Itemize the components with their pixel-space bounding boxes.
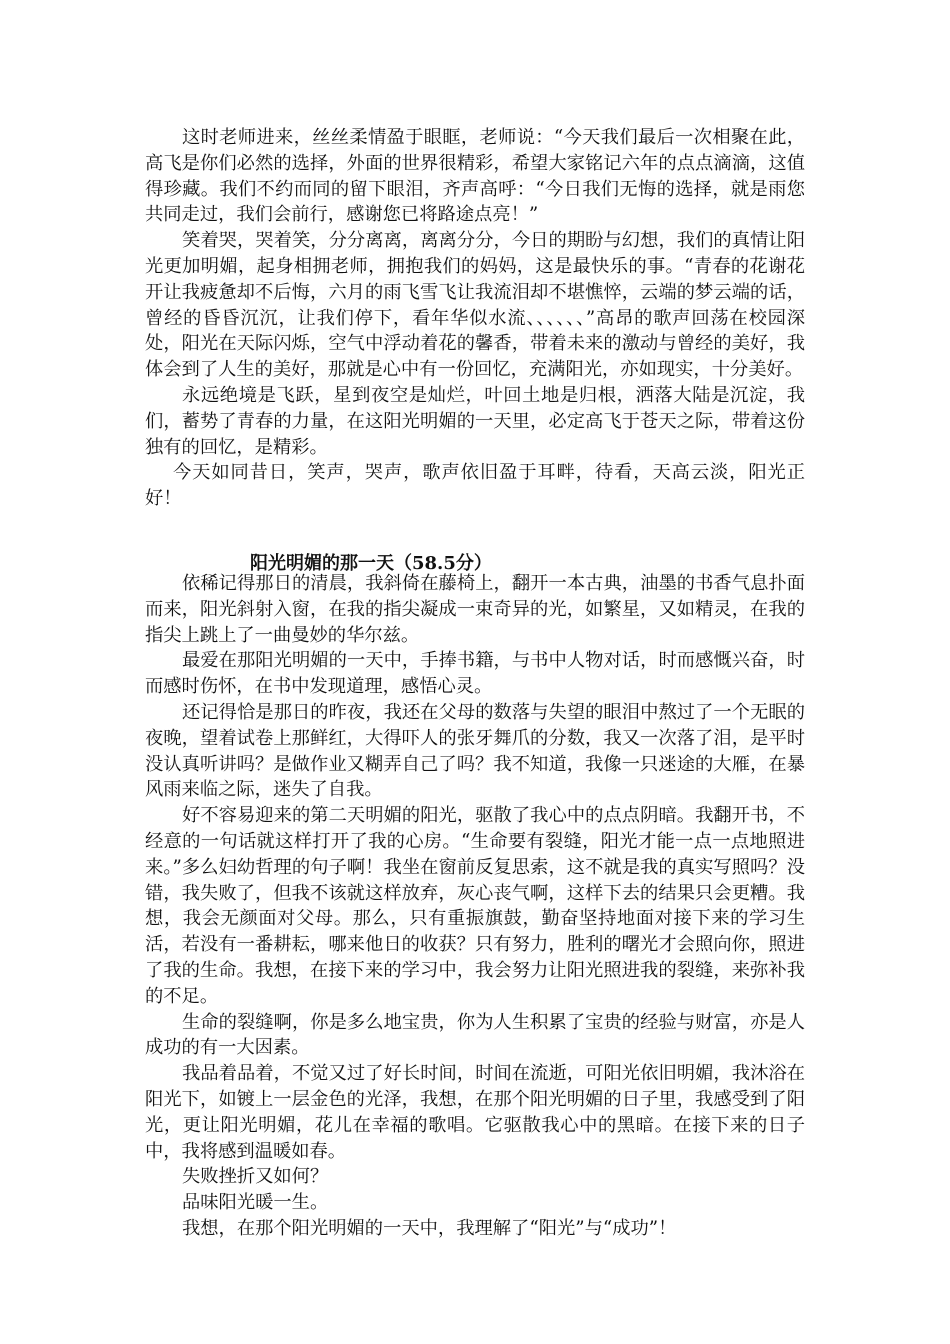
- essay-two-title: 阳光明媚的那一天（58.5分）: [250, 553, 492, 574]
- paragraph: 今天如同昔日，笑声，哭声，歌声依旧盈于耳畔，待看，天高云淡，阳光正好！: [145, 462, 805, 510]
- paragraph: 我品着品着，不觉又过了好长时间，时间在流逝，可阳光依旧明媚，我沐浴在阳光下，如镀上一层金色的光泽，我想，在那个阳光明媚的日子里，我感受到了阳光，更让阳光明媚，花儿在幸福的歌唱。它驱散我心中的黑暗。在接下来的日子中，我将感到温暖如春。: [145, 1063, 805, 1162]
- essay-one-body: [145, 125, 805, 512]
- paragraph: 我想，在那个阳光明媚的一天中，我理解了“阳光”与“成功”！: [182, 1217, 677, 1239]
- paragraph: 笑着哭，哭着笑，分分离离，离离分分，今日的期盼与幻想，我们的真情让阳光更加明媚，起身相拥老师，拥抱我们的妈妈，这是最快乐的事。“青春的花谢花开让我疲惫却不后悔，六月的雨飞雪飞让我流泪却不堪憔悴，云端的梦云端的话，曾经的昏昏沉沉，让我们停下，看年华似水流、、、、、、”高昂的歌声回荡在校园深处，阳光在天际闪烁，空气中浮动着花的馨香，带着未来的激动与曾经的美好，我体会到了人生的美好，那就是心中有一份回忆，充满阳光，亦如现实，十分美好。: [145, 230, 805, 381]
- paragraph: 最爱在那阳光明媚的一天中，手捧书籍，与书中人物对话，时而感慨兴奋，时而感时伤怀，在书中发现道理，感悟心灵。: [145, 650, 805, 698]
- paragraph: 生命的裂缝啊，你是多么地宝贵，你为人生积累了宝贵的经验与财富，亦是人成功的有一大因素。: [145, 1011, 805, 1059]
- paragraph: 好不容易迎来的第二天明媚的阳光，驱散了我心中的点点阴暗。我翻开书，不经意的一句话就这样打开了我的心房。“生命要有裂缝，阳光才能一点一点地照进来。”多么妇幼哲理的句子啊！我坐在窗前反复思索，这不就是我的真实写照吗？没错，我失败了，但我不该就这样放弃，灰心丧气啊，这样下去的结果只会更糟。我想，我会无颜面对父母。那么，只有重振旗鼓，勤奋坚持地面对接下来的学习生活，若没有一番耕耘，哪来他日的收获？只有努力，胜利的曙光才会照向你，照进了我的生命。我想，在接下来的学习中，我会努力让阳光照进我的裂缝，来弥补我的不足。: [145, 805, 805, 1007]
- paragraph: 还记得恰是那日的昨夜，我还在父母的数落与失望的眼泪中熬过了一个无眠的夜晚，望着试卷上那鲜红，大得吓人的张牙舞爪的分数，我又一次落了泪，是平时没认真听讲吗？是做作业又糊弄自己了吗？我不知道，我像一只迷途的大雁，在暴风雨来临之际，迷失了自我。: [145, 701, 805, 801]
- essay-two-body: [145, 571, 805, 1242]
- paragraph: 依稀记得那日的清晨，我斜倚在藤椅上，翻开一本古典，油墨的书香气息扑面而来，阳光斜射入窗，在我的指尖凝成一束奇异的光，如繁星，又如精灵，在我的指尖上跳上了一曲曼妙的华尔兹。: [145, 573, 805, 646]
- paragraph: 失败挫折又如何？: [182, 1166, 329, 1188]
- paragraph: 永远绝境是飞跃，星到夜空是灿烂，叶回土地是归根，洒落大陆是沉淀，我们，蓄势了青春的力量，在这阳光明媚的一天里，必定高飞于苍天之际，带着这份独有的回忆，是精彩。: [145, 384, 805, 458]
- paragraph: 这时老师进来，丝丝柔情盈于眼眶，老师说：“今天我们最后一次相聚在此，高飞是你们必然的选择，外面的世界很精彩，希望大家铭记六年的点点滴滴，这值得珍藏。我们不约而同的留下眼泪，齐声高呼：“今日我们无悔的选择，就是雨您共同走过，我们会前行，感谢您已将路途点亮！”: [145, 127, 805, 226]
- paragraph: 品味阳光暖一生。: [182, 1192, 329, 1214]
